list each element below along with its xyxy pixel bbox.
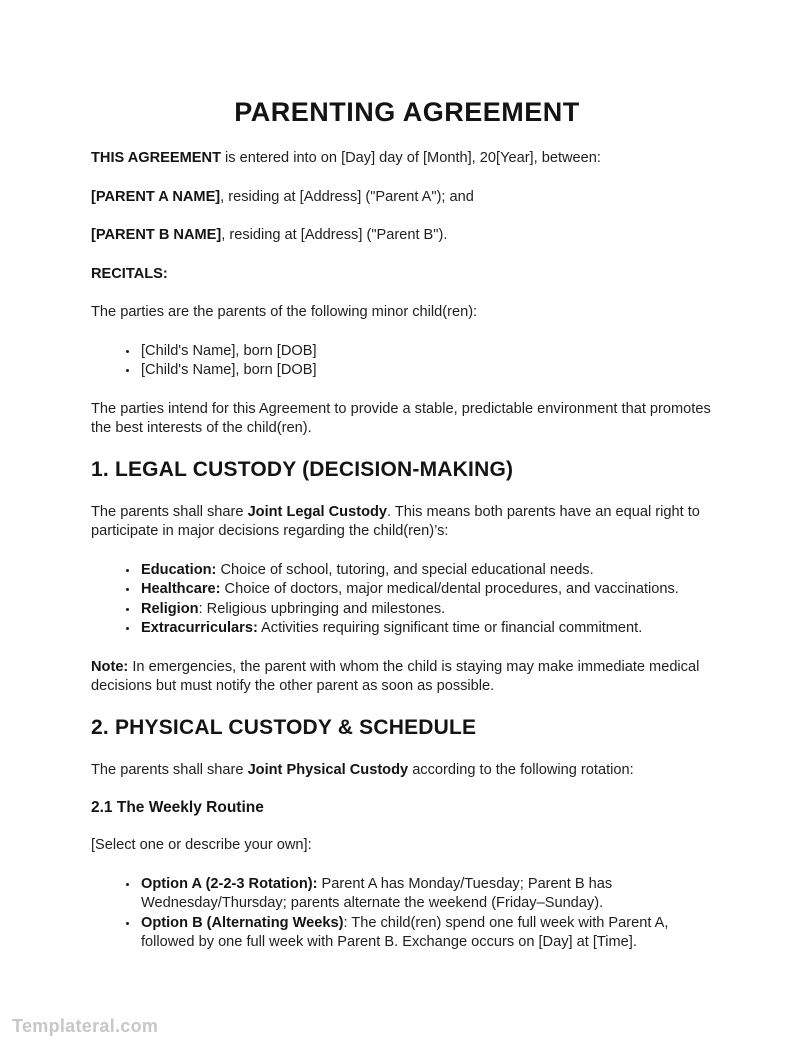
option-b-text: : The child(ren) spend one full week with Parent A, followed by one full week with Parent B. Exchange occurs on [Day] at [Time]. — [141, 914, 669, 950]
child-list-item: • [Child's Name], born [DOB] — [139, 361, 723, 381]
agreement-entered-text: is entered into on [Day] day of [Month], 20[Year], between: — [221, 150, 601, 166]
custody-bullet-education — [139, 561, 723, 581]
note-paragraph — [91, 658, 723, 697]
physical-lead-pre: The parents shall share — [91, 761, 248, 778]
section-heading-legal-custody: 1. LEGAL CUSTODY (DECISION-MAKING) — [91, 457, 514, 481]
agreement-entered-paragraph — [91, 149, 723, 169]
education-label: Education: — [141, 561, 217, 578]
this-agreement-label: THIS AGREEMENT — [91, 150, 221, 166]
legal-custody-list — [91, 561, 723, 639]
section-heading-physical-custody: 2. PHYSICAL CUSTODY & SCHEDULE — [91, 715, 477, 739]
legal-lead-post: . This means both parents have an equal right to participate in major decisions regarding the child(ren)’s: — [91, 503, 700, 539]
joint-physical-custody-term: Joint Physical Custody — [247, 761, 409, 778]
option-a-label: Option A (2-2-3 Rotation): — [141, 875, 318, 892]
schedule-options-list — [91, 875, 723, 953]
option-a-text: Parent A has Monday/Tuesday; Parent B has Wednesday/Thursday; parents alternate the weekend (Friday–Sunday). — [141, 875, 613, 911]
select-option-paragraph: [Select one or describe your own]: — [91, 837, 312, 853]
parent-a-name-placeholder: [PARENT A NAME] — [91, 188, 221, 205]
parties-paragraph: The parties are the parents of the following minor child(ren): — [91, 304, 478, 320]
physical-custody-lead-paragraph — [91, 761, 723, 781]
legal-custody-lead-paragraph — [91, 503, 723, 542]
joint-legal-custody-term: Joint Legal Custody — [247, 503, 388, 520]
child-list-item: • [Child's Name], born [DOB] — [139, 342, 723, 362]
parent-b-name-placeholder: [PARENT B NAME] — [91, 227, 222, 243]
option-b-bullet — [139, 914, 723, 953]
children-list — [91, 342, 723, 381]
parent-b-text: , residing at [Address] ("Parent B"). — [221, 227, 448, 243]
recitals-label: RECITALS: — [91, 265, 168, 282]
subsection-heading-weekly-routine: 2.1 The Weekly Routine — [91, 799, 264, 816]
note-text: In emergencies, the parent with whom the child is staying may make immediate medical decisions but must notify the other parent as soon as possible. — [91, 658, 700, 694]
extracurriculars-text: Activities requiring significant time or financial commitment. — [257, 620, 643, 636]
parent-b-paragraph — [91, 226, 723, 246]
parent-a-text: , residing at [Address] ("Parent A"); and — [220, 188, 474, 205]
custody-bullet-extracurriculars — [139, 619, 723, 639]
recitals-heading — [91, 265, 723, 285]
option-a-bullet — [139, 875, 723, 914]
intent-paragraph: The parties intend for this Agreement to provide a stable, predictable environment that promotes the best interests of the child(ren). — [91, 400, 711, 436]
watermark-templateral: Templateral.com — [12, 1016, 159, 1036]
healthcare-label: Healthcare: — [141, 581, 221, 597]
option-b-label: Option B (Alternating Weeks) — [141, 914, 344, 931]
document-title: PARENTING AGREEMENT — [234, 97, 580, 127]
note-label: Note: — [91, 658, 129, 675]
extracurriculars-label: Extracurriculars: — [141, 620, 258, 636]
religion-label: Religion — [141, 600, 199, 617]
physical-lead-post: according to the following rotation: — [408, 761, 634, 778]
healthcare-text: Choice of doctors, major medical/dental procedures, and vaccinations. — [220, 581, 679, 597]
education-text: Choice of school, tutoring, and special educational needs. — [216, 561, 594, 578]
parent-a-paragraph — [91, 188, 723, 208]
legal-lead-pre: The parents shall share — [91, 503, 248, 520]
religion-text: : Religious upbringing and milestones. — [198, 600, 446, 617]
custody-bullet-healthcare — [139, 580, 723, 600]
custody-bullet-religion — [139, 600, 723, 620]
